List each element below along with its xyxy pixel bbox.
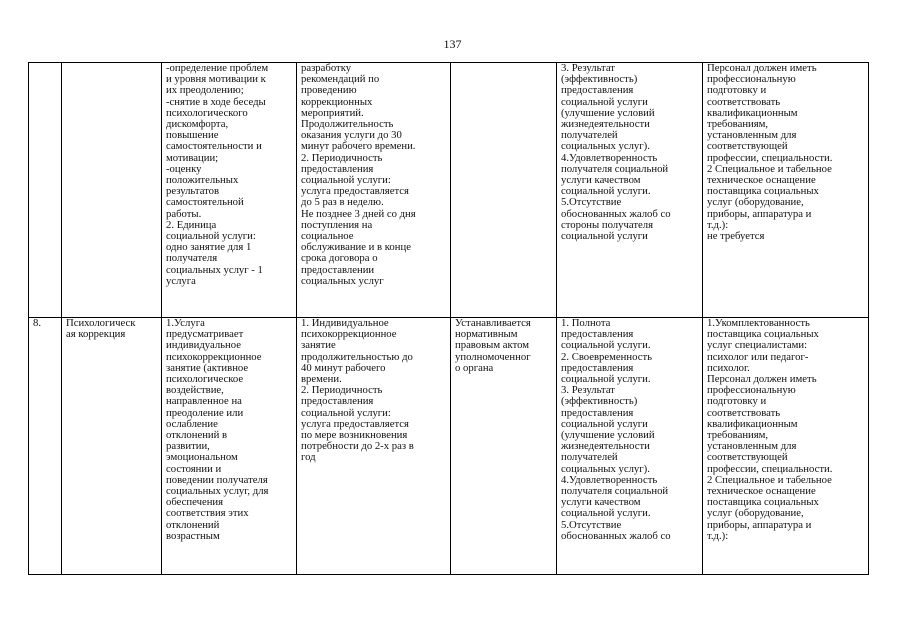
service-conditions-cell: 1.Укомплектованность поставщика социальных услуг специалистами: психолог или педагог- психолог. Персонал должен иметь профессиональную подготовку и соответствовать квалификационным требованиям, установленным для соответствующей профессии, специальности. 2 Специальное и табельное техническое оснащение поставщика социальных услуг (оборудование, приборы, аппаратура и т.д.): — [703, 318, 869, 575]
service-name-cell: Психологическ ая коррекция — [62, 318, 162, 575]
service-description-cell: 1.Услуга предусматривает индивидуальное психокоррекционное занятие (активное психологическое воздействие, направленное на преодоление или ослабление отклонений в развитии, эмоциональном состоянии и поведении получателя социальных услуг, для обеспечения соответствия этих отклонений возрастным — [162, 318, 297, 575]
service-name-cell — [62, 63, 162, 318]
table-row — [29, 63, 869, 318]
table-row — [29, 318, 869, 575]
row-number-cell: 8. — [29, 318, 62, 575]
service-description-cell: -определение проблем и уровня мотивации к их преодолению; -снятие в ходе беседы психологического дискомфорта, повышение самостоятельности и мотивации; -оценку положительных результатов самостоятельной работы. 2. Единица социальной услуги: одно занятие для 1 получателя социальных услуг - 1 услуга — [162, 63, 297, 318]
service-tariff-cell — [451, 63, 557, 318]
service-quality-cell: 3. Результат (эффективность) предоставления социальной услуги (улучшение условий жизнедеятельности получателей социальных услуг). 4.Удовлетворенность получателя социальной услуги качеством социальной услуги. 5.Отсутствие обоснованных жалоб со стороны получателя социальной услуги — [557, 63, 703, 318]
services-table — [28, 62, 869, 575]
service-timing-cell: 1. Индивидуальное психокоррекционное занятие продолжительностью до 40 минут рабочего времени. 2. Периодичность предоставления социальной услуги: услуга предоставляется по мере возникновения потребности до 2-х раз в год — [297, 318, 451, 575]
service-conditions-cell: Персонал должен иметь профессиональную подготовку и соответствовать квалификационным требованиям, установленным для соответствующей профессии, специальности. 2 Специальное и табельное техническое оснащение поставщика социальных услуг (оборудование, приборы, аппаратура и т.д.): не требуется — [703, 63, 869, 318]
service-tariff-cell: Устанавливается нормативным правовым актом уполномоченног о органа — [451, 318, 557, 575]
service-timing-cell: разработку рекомендаций по проведению коррекционных мероприятий. Продолжительность оказания услуги до 30 минут рабочего времени. 2. Периодичность предоставления социальной услуги: услуга предоставляется до 5 раз в неделю. Не позднее 3 дней со дня поступления на социальное обслуживание и в конце срока договора о предоставлении социальных услуг — [297, 63, 451, 318]
page-number: 137 — [443, 37, 462, 51]
service-quality-cell: 1. Полнота предоставления социальной услуги. 2. Своевременность предоставления социальной услуги. 3. Результат (эффективность) предоставления социальной услуги (улучшение условий жизнедеятельности получателей социальных услуг). 4.Удовлетворенность получателя социальной услуги качеством социальной услуги. 5.Отсутствие обоснованных жалоб со — [557, 318, 703, 575]
row-number-cell — [29, 63, 62, 318]
